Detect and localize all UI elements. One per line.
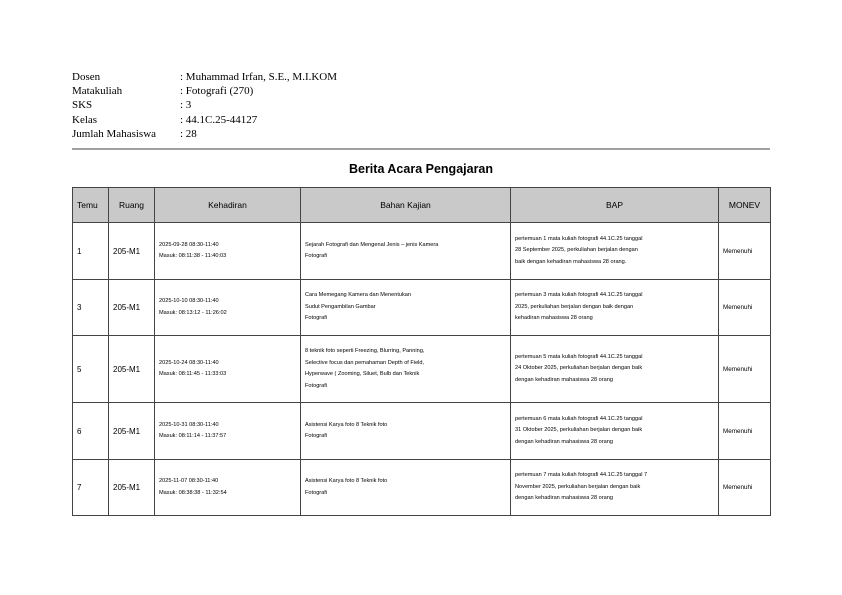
- cell-ruang: 205-M1: [109, 280, 155, 336]
- cell-bap: [511, 336, 719, 403]
- col-header-ruang: Ruang: [109, 188, 155, 223]
- bahan-line: Asistensi Karya foto 8 Teknik foto: [305, 478, 388, 484]
- info-label: Dosen: [72, 71, 101, 83]
- bahan-line: Sejarah Fotografi dan Mengenal Jenis – jenis Kamera: [305, 241, 439, 248]
- cell-kehadiran: [155, 403, 301, 460]
- masuk-text: Masuk: 08:38:38 - 11:32:54: [159, 489, 227, 496]
- cell-bap: [511, 403, 719, 460]
- cell-bap: [511, 223, 719, 280]
- cell-monev: Memenuhi: [719, 280, 771, 336]
- jadwal-text: 2025-09-28 08:30-11:40: [159, 241, 219, 248]
- cell-kehadiran: [155, 460, 301, 516]
- bap-line: dengan kehadiran mahasiswa 28 orang: [515, 438, 613, 445]
- cell-bahan-kajian: [301, 223, 511, 280]
- info-value: : Muhammad Irfan, S.E., M.I.KOM: [180, 71, 338, 83]
- jadwal-text: 2025-10-24 08:30-11:40: [159, 359, 219, 366]
- cell-bahan-kajian: [301, 403, 511, 460]
- masuk-text: Masuk: 08:11:38 - 11:40:03: [159, 253, 227, 259]
- cell-temu: 3: [73, 280, 109, 336]
- cell-temu: 6: [73, 403, 109, 460]
- bap-table: [72, 187, 771, 516]
- info-row-jumlah-mahasiswa: [72, 127, 337, 141]
- cell-kehadiran: [155, 280, 301, 336]
- cell-monev: Memenuhi: [719, 336, 771, 403]
- bap-line: November 2025, perkuliahan berjalan dengan baik: [515, 483, 641, 490]
- jadwal-text: 2025-10-10 08:30-11:40: [159, 298, 219, 304]
- bap-line: 24 Oktober 2025, perkuliahan berjalan dengan baik: [515, 365, 643, 372]
- info-value: : 28: [180, 127, 197, 140]
- cell-ruang: 205-M1: [109, 336, 155, 403]
- cell-monev: Memenuhi: [719, 223, 771, 280]
- course-info: [72, 70, 337, 141]
- header-divider: [72, 148, 770, 150]
- cell-temu: 7: [73, 460, 109, 516]
- bahan-line: Fotografi: [305, 315, 328, 322]
- col-header-monev: MONEV: [719, 188, 771, 223]
- cell-monev: Memenuhi: [719, 460, 771, 516]
- info-label: Jumlah Mahasiswa: [72, 127, 157, 140]
- cell-kehadiran: [155, 336, 301, 403]
- cell-bahan-kajian: [301, 336, 511, 403]
- bap-line: pertemuan 6 mata kuliah fotografi 44.1C.25 tanggal: [515, 415, 643, 422]
- cell-bahan-kajian: [301, 280, 511, 336]
- info-value: : 44.1C.25-44127: [180, 113, 258, 126]
- table-row: [73, 336, 771, 403]
- table-header-row: [73, 188, 771, 223]
- bahan-line: Fotografi: [305, 253, 328, 259]
- page-title: Berita Acara Pengajaran: [348, 162, 494, 176]
- table-row: [73, 280, 771, 336]
- cell-bap: [511, 280, 719, 336]
- bap-line: 2025, perkuliahan berjalan dengan baik dengan: [515, 303, 634, 310]
- cell-ruang: 205-M1: [109, 403, 155, 460]
- bahan-line: Selective focus dan pemahaman Depth of Field,: [305, 359, 425, 366]
- info-row-matakuliah: [72, 84, 337, 98]
- table-row: [73, 223, 771, 280]
- col-header-bahan-kajian: Bahan Kajian: [301, 188, 511, 223]
- cell-temu: 1: [73, 223, 109, 280]
- bap-line: 28 September 2025, perkuliahan berjalan dengan: [515, 247, 638, 254]
- bap-line: pertemuan 1 mata kuliah fotografi 44.1C.25 tanggal: [515, 235, 643, 242]
- col-header-bap: BAP: [511, 188, 719, 223]
- cell-monev: Memenuhi: [719, 403, 771, 460]
- bahan-line: Fotografi: [305, 489, 328, 496]
- info-row-dosen: [72, 70, 337, 84]
- info-row-kelas: [72, 113, 337, 127]
- cell-bahan-kajian: [301, 460, 511, 516]
- jadwal-text: 2025-10-31 08:30-11:40: [159, 421, 219, 428]
- bap-line: dengan kehadiran mahasiswa 28 orang: [515, 376, 613, 383]
- masuk-text: Masuk: 08:11:45 - 11:33:03: [159, 371, 227, 377]
- col-header-kehadiran: Kehadiran: [155, 188, 301, 223]
- bahan-line: Asistensi Karya foto 8 Teknik foto: [305, 421, 388, 428]
- cell-ruang: 205-M1: [109, 460, 155, 516]
- bap-line: 31 Oktober 2025, perkuliahan berjalan dengan baik: [515, 427, 643, 434]
- bap-line: kehadiran mahasiswa 28 orang: [515, 315, 593, 322]
- info-label: SKS: [72, 99, 93, 112]
- col-header-temu: Temu: [73, 188, 109, 223]
- info-value: : Fotografi (270): [180, 85, 254, 98]
- cell-bap: [511, 460, 719, 516]
- info-value: : 3: [180, 99, 192, 112]
- info-label: Kelas: [72, 113, 98, 126]
- bap-line: dengan kehadiran mahasiswa 28 orang: [515, 495, 613, 502]
- bap-line: pertemuan 5 mata kuliah fotografi 44.1C.25 tanggal: [515, 353, 643, 360]
- cell-ruang: 205-M1: [109, 223, 155, 280]
- bahan-line: Fotografi: [305, 382, 328, 389]
- bahan-line: 8 teknik foto seperti Freezing, Blurring, Panning,: [305, 348, 425, 354]
- jadwal-text: 2025-11-07 08:30-11:40: [159, 478, 219, 484]
- bap-line: baik dengan kehadiran mahasiswa 28 orang.: [515, 258, 627, 265]
- masuk-text: Masuk: 08:13:12 - 11:26:02: [159, 309, 227, 316]
- bahan-line: Cara Memegang Kamera dan Menentukan: [305, 292, 412, 299]
- table-row: [73, 460, 771, 516]
- bap-line: pertemuan 7 mata kuliah fotografi 44.1C.25 tanggal 7: [515, 472, 648, 479]
- cell-temu: 5: [73, 336, 109, 403]
- cell-kehadiran: [155, 223, 301, 280]
- table-row: [73, 403, 771, 460]
- bahan-line: Hyperwave ( Zooming, Siluet, Bulb dan Teknik: [305, 371, 420, 377]
- info-label: Matakuliah: [72, 85, 123, 98]
- bap-line: pertemuan 3 mata kuliah fotografi 44.1C.25 tanggal: [515, 292, 643, 299]
- bahan-line: Sudut Pengambilan Gambar: [305, 303, 376, 310]
- bahan-line: Fotografi: [305, 433, 328, 439]
- info-row-sks: [72, 98, 337, 112]
- masuk-text: Masuk: 08:11:14 - 11:37:57: [159, 433, 227, 439]
